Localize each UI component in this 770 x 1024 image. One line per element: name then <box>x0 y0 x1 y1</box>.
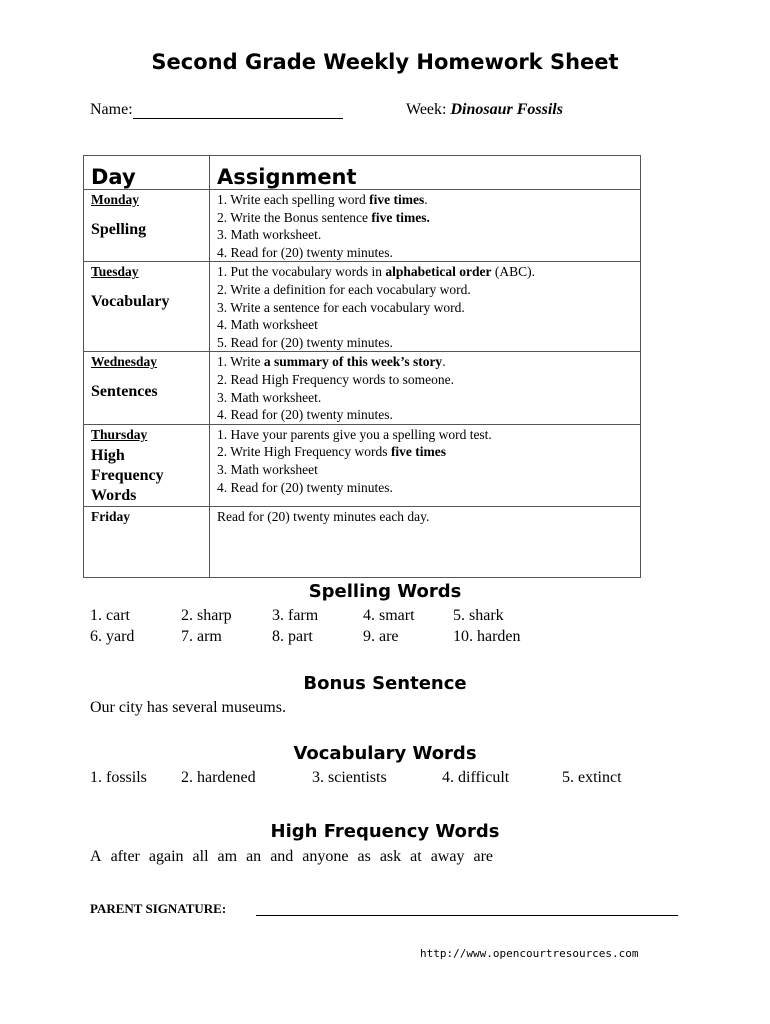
week-field <box>406 101 563 119</box>
high-frequency-word: away <box>430 848 465 865</box>
spelling-word: 2. sharp <box>181 607 232 624</box>
assignment-item: 4. Math worksheet <box>217 317 318 333</box>
assignment-item: 3. Math worksheet. <box>217 227 322 243</box>
assignment-item: 1. Write each spelling word five times. <box>217 192 428 207</box>
assignment-item: 5. Read for (20) twenty minutes. <box>217 334 393 350</box>
day-subject: Vocabulary <box>91 293 170 311</box>
vocabulary-heading: Vocabulary Words <box>293 743 477 764</box>
name-field <box>90 101 343 119</box>
assignment-item: 3. Write a sentence for each vocabulary word. <box>217 299 465 315</box>
bonus-sentence: Our city has several museums. <box>90 699 286 716</box>
day-subject: High Frequency Words <box>91 446 164 504</box>
assignment-cell <box>210 506 641 577</box>
day-column-header: Day <box>84 156 210 190</box>
day-cell <box>84 190 210 262</box>
day-cell <box>84 506 210 577</box>
assignment-item: 1. Have your parents give you a spelling word test. <box>217 426 492 442</box>
assignment-cell <box>210 352 641 424</box>
high-frequency-word: and <box>270 848 294 865</box>
day-subject: Sentences <box>91 383 158 401</box>
assignment-item: 2. Write the Bonus sentence five times. <box>217 209 430 225</box>
week-label: Week: <box>406 101 447 118</box>
vocabulary-word: 3. scientists <box>312 769 387 786</box>
spelling-word: 7. arm <box>181 628 222 645</box>
assignment-item: 4. Read for (20) twenty minutes. <box>217 244 393 260</box>
high-frequency-word: anyone <box>302 848 349 865</box>
day-name: Friday <box>91 508 130 524</box>
spelling-word: 1. cart <box>90 607 130 624</box>
assignment-cell <box>210 262 641 352</box>
vocabulary-word: 5. extinct <box>562 769 622 786</box>
day-cell <box>84 424 210 506</box>
parent-signature-label: PARENT SIGNATURE: <box>90 901 227 916</box>
week-value: Dinosaur Fossils <box>450 101 563 118</box>
assignment-cell <box>210 190 641 262</box>
spelling-word: 4. smart <box>363 607 415 624</box>
high-frequency-word: as <box>357 848 371 865</box>
assignment-item: 4. Read for (20) twenty minutes. <box>217 407 393 423</box>
page-title: Second Grade Weekly Homework Sheet <box>151 50 619 74</box>
assignment-column-header: Assignment <box>210 156 641 190</box>
high-frequency-word: all <box>192 848 209 865</box>
spelling-word: 5. shark <box>453 607 504 624</box>
name-blank-line[interactable] <box>133 103 343 119</box>
day-name: Tuesday <box>91 264 139 280</box>
high-frequency-word: are <box>473 848 493 865</box>
high-frequency-word: A <box>90 848 102 865</box>
table-row <box>84 262 641 352</box>
spelling-word: 6. yard <box>90 628 135 645</box>
table-row <box>84 352 641 424</box>
assignment-item: 2. Write a definition for each vocabulary word. <box>217 281 471 297</box>
table-row <box>84 190 641 262</box>
assignment-item: 4. Read for (20) twenty minutes. <box>217 479 393 495</box>
high-frequency-word: after <box>110 848 140 865</box>
footer-url[interactable]: http://www.opencourtresources.com <box>420 947 639 960</box>
high-frequency-word: an <box>246 848 262 865</box>
high-frequency-heading: High Frequency Words <box>270 821 500 842</box>
high-frequency-word: at <box>410 848 422 865</box>
bonus-heading: Bonus Sentence <box>303 673 467 694</box>
day-subject: Spelling <box>91 221 147 238</box>
vocabulary-word: 2. hardened <box>181 769 256 786</box>
high-frequency-word: again <box>148 848 184 865</box>
homework-table <box>83 155 641 578</box>
day-name: Thursday <box>91 426 148 442</box>
assignment-cell <box>210 424 641 506</box>
vocabulary-word: 1. fossils <box>90 769 147 786</box>
day-cell <box>84 352 210 424</box>
spelling-word: 10. harden <box>453 628 521 645</box>
assignment-item: 3. Math worksheet <box>217 461 318 477</box>
spelling-heading: Spelling Words <box>308 581 462 602</box>
spelling-word: 3. farm <box>272 607 319 624</box>
parent-signature-line[interactable] <box>256 915 678 916</box>
vocabulary-word: 4. difficult <box>442 769 510 786</box>
day-name: Wednesday <box>91 354 158 370</box>
name-label: Name: <box>90 101 133 118</box>
table-row <box>84 506 641 577</box>
assignment-item: Read for (20) twenty minutes each day. <box>217 508 430 524</box>
high-frequency-word: am <box>217 848 238 865</box>
assignment-item: 2. Write High Frequency words five times <box>217 444 447 460</box>
assignment-item: 3. Math worksheet. <box>217 389 322 405</box>
assignment-item: 1. Put the vocabulary words in alphabetical order (ABC). <box>217 264 535 280</box>
spelling-word: 8. part <box>272 628 313 645</box>
day-name: Monday <box>91 192 140 207</box>
spelling-word: 9. are <box>363 628 399 645</box>
assignment-item: 1. Write a summary of this week’s story. <box>217 354 446 370</box>
high-frequency-word: ask <box>379 848 402 865</box>
table-row <box>84 424 641 506</box>
day-cell <box>84 262 210 352</box>
assignment-item: 2. Read High Frequency words to someone. <box>217 371 454 387</box>
table-header-row <box>84 156 641 190</box>
high-frequency-words <box>90 848 502 866</box>
